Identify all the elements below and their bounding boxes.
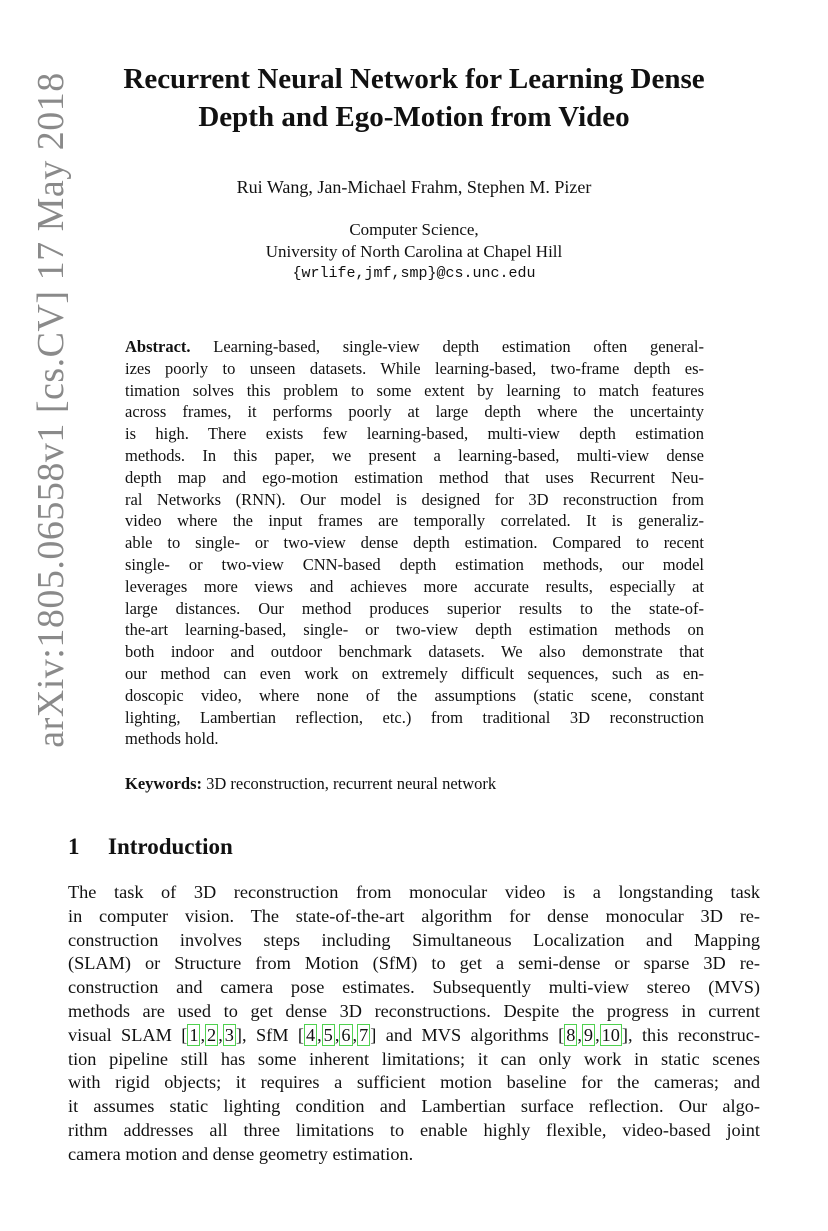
title-line-2: Depth and Ego-Motion from Video [198,101,630,133]
arxiv-identifier: arXiv:1805.06558v1 [cs.CV] 17 May 2018 [30,72,72,748]
abstract-line: our method can even work on extremely difficult sequences, such as en- [125,663,704,683]
keywords-label: Keywords: [125,774,202,793]
abstract-line: timation solves this problem to some extent by learning to match features [125,380,704,400]
citation-link[interactable]: 7 [359,1024,369,1045]
intro-line: (SLAM) or Structure from Motion (SfM) to get a semi-dense or sparse 3D re- [68,953,760,974]
author-list: Rui Wang, Jan-Michael Frahm, Stephen M. Pizer [236,177,592,197]
abstract-line: Abstract. Learning-based, single-view depth estimation often general- [125,337,704,356]
citation-link[interactable]: 4 [305,1024,316,1045]
abstract-line: methods hold. [125,729,219,749]
abstract-line: methods. In this paper, we present a learning-based, multi-view dense [125,445,704,465]
abstract-line: leverages more views and achieves more accurate results, especially at [125,576,704,596]
affiliation [60,219,768,285]
title-line-1: Recurrent Neural Network for Learning Dense [123,63,705,95]
section-title: Introduction [108,834,233,859]
abstract-line: the-art learning-based, single- or two-view depth estimation methods on [125,620,704,640]
abstract-line: is high. There exists few learning-based, multi-view depth estimation [125,424,704,444]
citation-link[interactable]: 9 [583,1024,594,1045]
affiliation-university: University of North Carolina at Chapel Hill [265,242,563,261]
keywords [125,773,704,795]
abstract-line: doscopic video, where none of the assumptions (static scene, constant [125,685,704,705]
abstract-line: izes poorly to unseen datasets. While learning-based, two-frame depth es- [125,358,704,378]
citation-link[interactable]: 6 [341,1024,351,1045]
intro-line: in computer vision. The state-of-the-art algorithm for dense monocular 3D re- [68,905,760,926]
section-heading [68,832,233,862]
intro-line: tion pipeline still has some inherent limitations; it can only work in static scenes [68,1048,760,1069]
abstract-label: Abstract. [125,337,191,356]
intro-line: rithm addresses all three limitations to enable highly flexible, video-based joint [68,1119,760,1140]
intro-line: construction and camera pose estimates. Subsequently multi-view stereo (MVS) [68,977,760,998]
abstract-line: video where the input frames are temporally correlated. It is generaliz- [125,511,704,531]
intro-line: The task of 3D reconstruction from monocular video is a longstanding task [68,882,760,902]
arxiv-sidebar [26,50,76,770]
citation-link[interactable]: 3 [224,1024,234,1045]
author-emails: {wrlife,jmf,smp}@cs.unc.edu [292,265,536,282]
citation-link[interactable]: 1 [189,1024,199,1045]
affiliation-dept: Computer Science, [349,220,479,239]
abstract-line: depth map and ego-motion estimation method that uses Recurrent Neu- [125,467,704,487]
intro-paragraph [68,881,760,1167]
intro-line: it assumes static lighting condition and Lambertian surface reflection. Our algo- [68,1096,760,1117]
citation-link[interactable]: 2 [207,1024,217,1045]
abstract-line: across frames, it performs poorly at large depth where the uncertainty [125,402,704,422]
paper-title [60,60,768,136]
intro-line: camera motion and dense geometry estimation. [68,1143,414,1164]
intro-line: construction involves steps including Simultaneous Localization and Mapping [68,929,760,950]
abstract [125,336,704,750]
abstract-line: able to single- or two-view dense depth estimation. Compared to recent [125,533,704,553]
intro-line: methods are used to get dense 3D reconstructions. Despite the progress in current [68,1000,760,1021]
section-number: 1 [68,834,80,859]
abstract-line: both indoor and outdoor benchmark datasets. We also demonstrate that [125,642,704,662]
citation-link[interactable]: 10 [601,1024,620,1045]
abstract-line: ral Networks (RNN). Our model is designed for 3D reconstruction from [125,489,704,509]
citation-link[interactable]: 5 [323,1024,333,1045]
abstract-line: single- or two-view CNN-based depth estimation methods, our model [125,554,704,574]
abstract-line: large distances. Our method produces superior results to the state-of- [125,598,704,618]
keywords-text: 3D reconstruction, recurrent neural network [206,774,497,793]
abstract-line: lighting, Lambertian reflection, etc.) from traditional 3D reconstruction [125,707,704,727]
intro-line: visual SLAM [ 1 , 2 , 3 ], SfM [ 4 , 5 , 6 , 7 ] and MVS algorithms [ 8 , 9 , 10 ], this reconstruc- [68,1024,760,1045]
citation-link[interactable]: 8 [566,1024,576,1045]
intro-line: with rigid objects; it requires a sufficient motion baseline for the cameras; and [68,1072,760,1093]
